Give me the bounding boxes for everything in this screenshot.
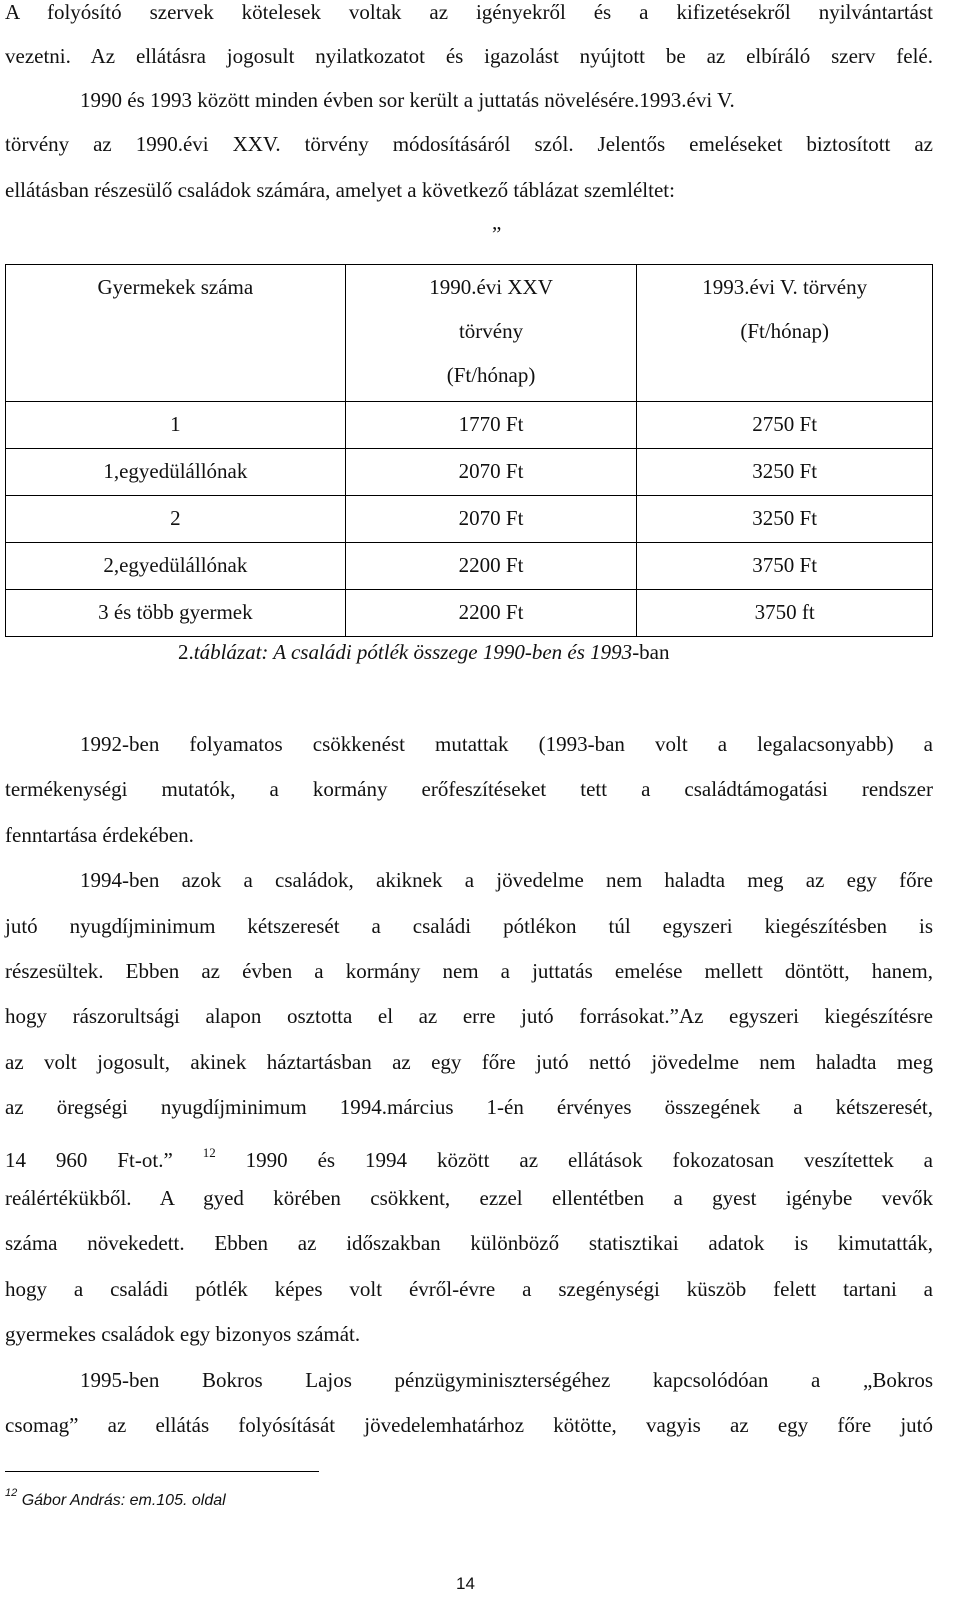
body-line: 1992-ben folyamatos csökkenést mutattak (1993-ban volt a legalacsonyabb) a (80, 732, 933, 756)
body-line: jutó nyugdíjminimum kétszeresét a családi pótlékon túl egyszeri kiegészítésben is (5, 914, 933, 938)
header-line: törvény (458, 319, 524, 343)
caption-italic-text: táblázat: A családi pótlék összege 1990-ben és 1993 (193, 640, 633, 664)
caption-suffix: -ban (632, 640, 670, 664)
table-row (6, 590, 933, 637)
table-caption (178, 640, 670, 664)
table-row (6, 449, 933, 496)
header-1993-law (637, 265, 933, 402)
footnote-line-before: 14 960 Ft-ot.” (5, 1148, 173, 1172)
page-number: 14 (456, 1574, 475, 1593)
body-line: száma növekedett. Ebben az időszakban különböző statisztikai adatok is kimutatták, (5, 1231, 933, 1255)
body-line: gyermekes családok egy bizonyos számát. (5, 1322, 361, 1346)
footnote-separator (5, 1471, 319, 1472)
footnote-text: Gábor András: em.105. oldal (21, 1492, 226, 1509)
table-cell: 1 (6, 402, 346, 449)
body-line: reálértékükből. A gyed körében csökkent, ezzel ellentétben a gyest igénybe vevők (5, 1186, 933, 1210)
body-line: termékenységi mutatók, a kormány erőfeszítéseket tett a családtámogatási rendszer (5, 777, 933, 801)
header-1990-law (345, 265, 637, 402)
body-line: az öregségi nyugdíjminimum 1994.március 1-én érvényes összegének a kétszeresét, (5, 1095, 933, 1119)
body-line: 1994-ben azok a családok, akiknek a jövedelme nem haladta meg az egy főre (80, 868, 933, 892)
table-cell: 1770 Ft (345, 402, 637, 449)
table-cell: 3 és több gyermek (6, 590, 346, 637)
footnote-reference: 12 (202, 1145, 216, 1160)
table-cell: 2,egyedülállónak (6, 543, 346, 590)
table-row (6, 402, 933, 449)
intro-line-3: 1990 és 1993 között minden évben sor került a juttatás növelésére.1993.évi V. (80, 88, 735, 112)
table-cell: 2200 Ft (345, 590, 637, 637)
body-line: az volt jogosult, akinek háztartásban az egy főre jutó nettó jövedelme nem haladta meg (5, 1050, 933, 1074)
table-cell: 2 (6, 496, 346, 543)
table-cell: 3250 Ft (637, 496, 933, 543)
table-cell: 2070 Ft (345, 449, 637, 496)
footnote-line-after: 1990 és 1994 között az ellátások fokozatosan veszítettek a (215, 1148, 933, 1172)
table-cell: 3750 ft (637, 590, 933, 637)
table-header-row (6, 265, 933, 402)
header-line: 1993.évi V. törvény (702, 275, 868, 299)
header-line: 1990.évi XXV (429, 275, 553, 299)
header-line: (Ft/hónap) (740, 319, 829, 343)
table-cell: 3250 Ft (637, 449, 933, 496)
footnote-number: 12 (5, 1487, 18, 1499)
body-line: hogy a családi pótlék képes volt évről-évre a szegénységi küszöb felett tartani a (5, 1277, 933, 1301)
body-line: csomag” az ellátás folyósítását jövedelemhatárhoz kötötte, vagyis az egy főre jutó (5, 1413, 933, 1437)
footnote (5, 1487, 226, 1510)
body-line: hogy rászorultsági alapon osztotta el az erre jutó forrásokat.”Az egyszeri kiegészítésre (5, 1004, 933, 1028)
body-line: részesültek. Ebben az évben a kormány nem a juttatás emelése mellett döntött, hanem, (5, 959, 933, 983)
header-line: Gyermekek száma (97, 275, 254, 299)
table-cell: 1,egyedülállónak (6, 449, 346, 496)
intro-line-4: törvény az 1990.évi XXV. törvény módosításáról szól. Jelentős emeléseket biztosított az (5, 132, 933, 156)
header-line: (Ft/hónap) (446, 363, 536, 387)
intro-line-5: ellátásban részesülő családok számára, amelyet a következő táblázat szemléltet: (5, 178, 675, 202)
body-line: fenntartása érdekében. (5, 823, 194, 847)
intro-line-2: vezetni. Az ellátásra jogosult nyilatkozatot és igazolást nyújtott be az elbíráló szerv felé. (5, 44, 933, 68)
table-cell: 2200 Ft (345, 543, 637, 590)
body-line-with-footnote-ref (5, 1141, 933, 1172)
body-line: 1995-ben Bokros Lajos pénzügyminiszterségéhez kapcsolódóan a „Bokros (80, 1368, 933, 1392)
benefit-table (5, 264, 933, 637)
table-row (6, 543, 933, 590)
table-row (6, 496, 933, 543)
intro-line-1: A folyósító szervek kötelesek voltak az igényekről és a kifizetésekről nyilvántartást (5, 0, 933, 24)
header-children-count (6, 265, 346, 402)
stray-quote-mark: ” (492, 222, 502, 246)
table-cell: 3750 Ft (637, 543, 933, 590)
table-cell: 2070 Ft (345, 496, 637, 543)
table-cell: 2750 Ft (637, 402, 933, 449)
caption-number: 2. (178, 640, 194, 664)
